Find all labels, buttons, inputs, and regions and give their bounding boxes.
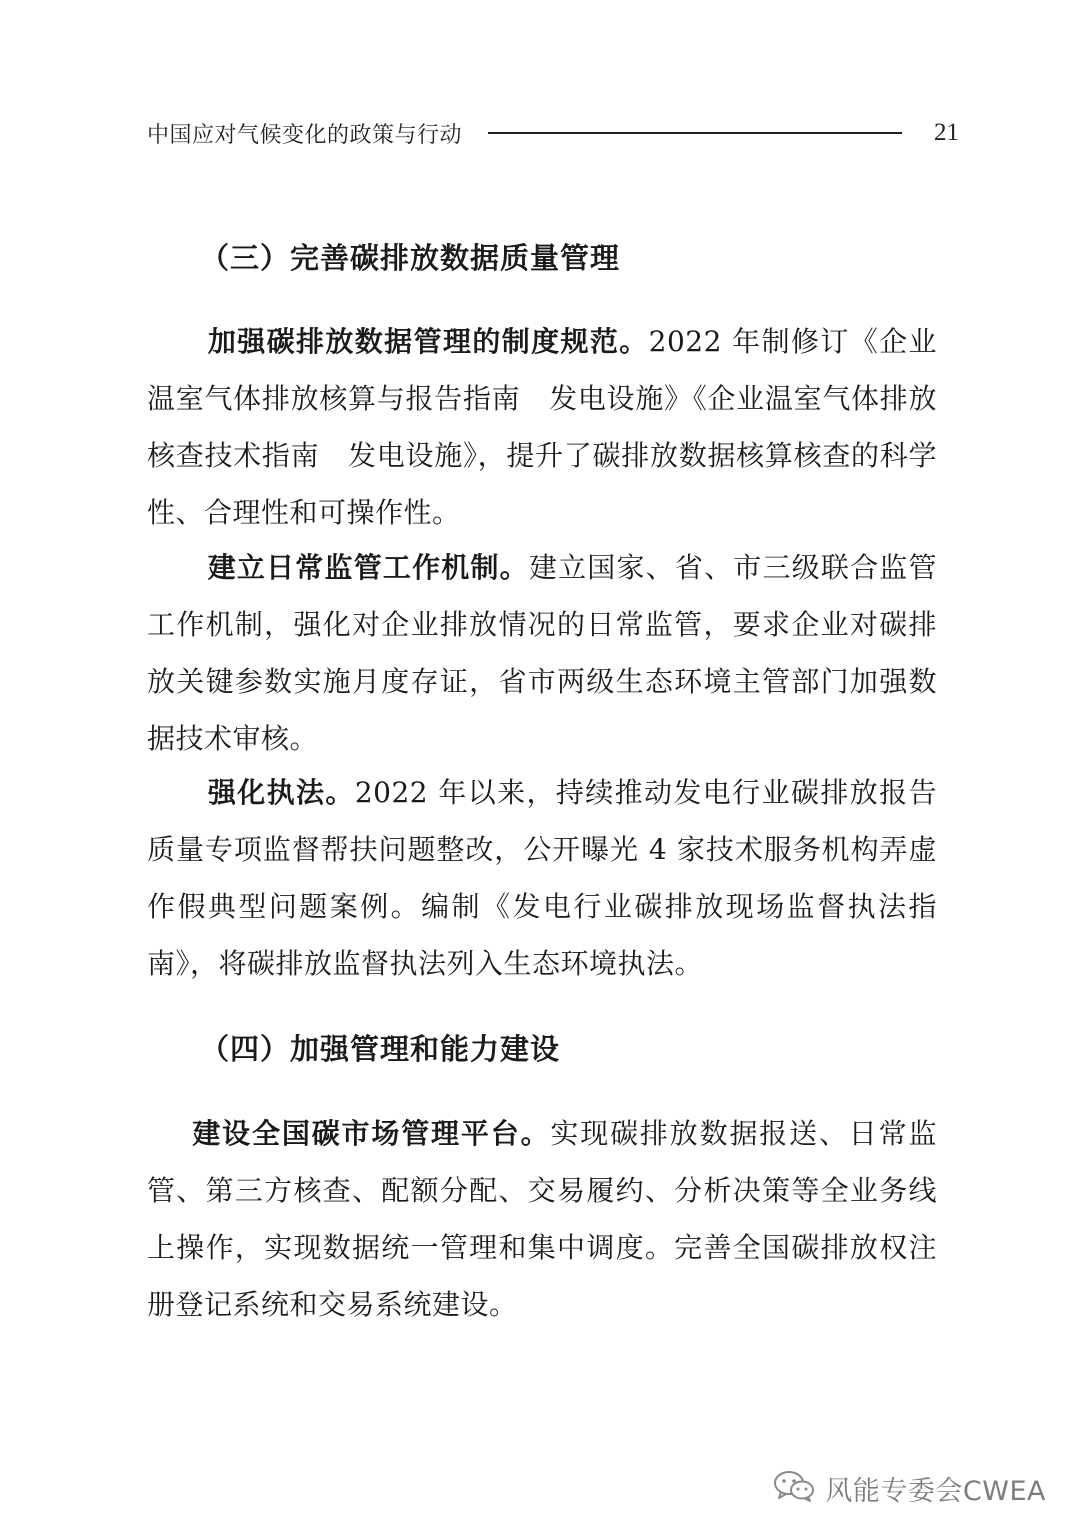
section-heading-3: （三）完善碳排放数据质量管理 [200,241,621,275]
watermark [773,1468,1046,1508]
paragraph-body: 2022 年制修订《企业温室气体排放核算与报告指南 发电设施》《企业温室气体排放核查技术指南 发电设施》，提升了碳排放数据核算核查的科学性、合理性和可操作性。 [147,325,937,529]
header-title: 中国应对气候变化的政策与行动 [147,122,463,148]
paragraph-body: 实现碳排放数据报送、日常监管、第三方核查、配额分配、交易履约、分析决策等全业务线上操作，实现数据统一管理和集中调度。完善全国碳排放权注册登记系统和交易系统建设。 [147,1117,937,1321]
paragraph-lead: 建立日常监管工作机制。 [207,551,529,584]
section-heading-4: （四）加强管理和能力建设 [200,1032,561,1066]
page-number: 21 [934,119,959,146]
watermark-text: 风能专委会CWEA [825,1475,1046,1507]
header-rule [488,132,902,134]
paragraph-body: 2022 年以来，持续推动发电行业碳排放报告质量专项监督帮扶问题整改，公开曝光 4 家技术服务机构弄虚作假典型问题案例。编制《发电行业碳排放现场监督执法指南》，将碳排放监督执法列入生态环境执法。 [147,776,937,980]
paragraph [147,1105,937,1333]
paragraph [147,764,937,992]
running-header [147,116,959,150]
wechat-icon [773,1469,815,1507]
paragraph-lead: 强化执法。 [207,776,355,809]
paragraph-body: 建立国家、省、市三级联合监管工作机制，强化对企业排放情况的日常监管，要求企业对碳排放关键参数实施月度存证，省市两级生态环境主管部门加强数据技术审核。 [147,551,937,755]
paragraph-lead: 建设全国碳市场管理平台。 [191,1117,551,1150]
paragraph-lead: 加强碳排放数据管理的制度规范。 [207,325,649,358]
paragraph [147,313,937,541]
paragraph [147,539,937,767]
